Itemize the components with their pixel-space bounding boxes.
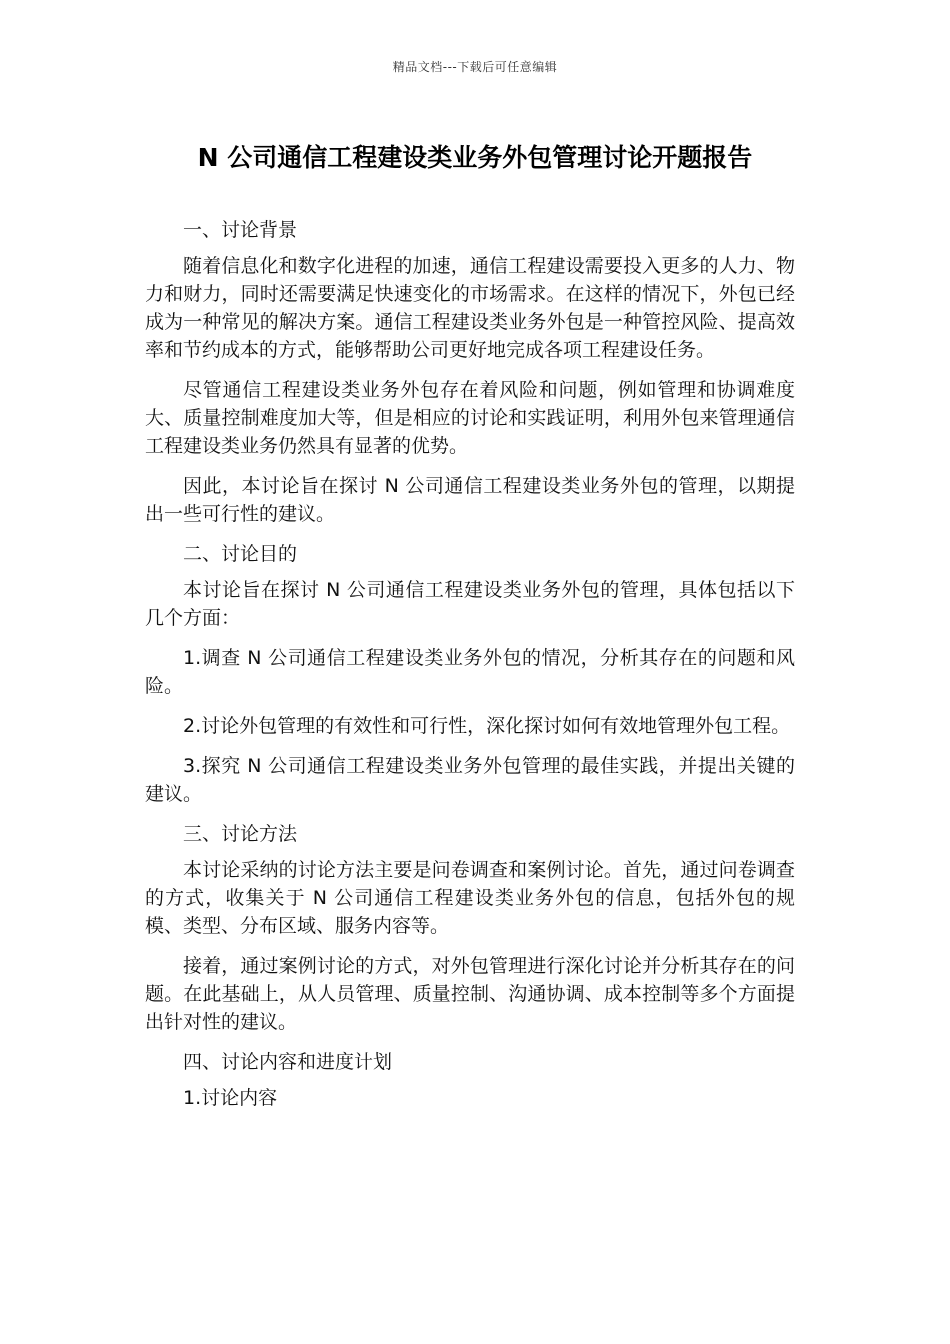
document-body bbox=[145, 216, 795, 1120]
document-title: N 公司通信工程建设类业务外包管理讨论开题报告 bbox=[197, 143, 753, 172]
list-item: 2.讨论外包管理的有效性和可行性，深化探讨如何有效地管理外包工程。 bbox=[183, 715, 791, 737]
paragraph: 因此，本讨论旨在探讨 N 公司通信工程建设类业务外包的管理，以期提出一些可行性的建议。 bbox=[145, 475, 795, 525]
paragraph: 尽管通信工程建设类业务外包存在着风险和问题，例如管理和协调难度大、质量控制难度加大等，但是相应的讨论和实践证明，利用外包来管理通信工程建设类业务仍然具有显著的优势。 bbox=[145, 379, 795, 457]
section-heading-background: 一、讨论背景 bbox=[183, 219, 298, 241]
section-heading-content-plan: 四、讨论内容和进度计划 bbox=[183, 1051, 393, 1073]
list-item: 1.调查 N 公司通信工程建设类业务外包的情况，分析其存在的问题和风险。 bbox=[145, 647, 795, 697]
paragraph: 接着，通过案例讨论的方式，对外包管理进行深化讨论并分析其存在的问题。在此基础上，从人员管理、质量控制、沟通协调、成本控制等多个方面提出针对性的建议。 bbox=[145, 955, 795, 1033]
header-note: 精品文档---下载后可任意编辑 bbox=[392, 60, 558, 74]
paragraph: 本讨论采纳的讨论方法主要是问卷调查和案例讨论。首先，通过问卷调查的方式，收集关于 N 公司通信工程建设类业务外包的信息，包括外包的规模、类型、分布区域、服务内容等。 bbox=[145, 859, 795, 937]
paragraph: 本讨论旨在探讨 N 公司通信工程建设类业务外包的管理，具体包括以下几个方面： bbox=[145, 579, 795, 629]
paragraph: 随着信息化和数字化进程的加速，通信工程建设需要投入更多的人力、物力和财力，同时还需要满足快速变化的市场需求。在这样的情况下，外包已经成为一种常见的解决方案。通信工程建设类业务外包是一种管控风险、提高效率和节约成本的方式，能够帮助公司更好地完成各项工程建设任务。 bbox=[145, 255, 795, 361]
subsection-heading-content: 1.讨论内容 bbox=[183, 1087, 278, 1109]
section-heading-method: 三、讨论方法 bbox=[183, 823, 298, 845]
section-heading-purpose: 二、讨论目的 bbox=[183, 543, 298, 565]
list-item: 3.探究 N 公司通信工程建设类业务外包管理的最佳实践，并提出关键的建议。 bbox=[145, 755, 795, 805]
